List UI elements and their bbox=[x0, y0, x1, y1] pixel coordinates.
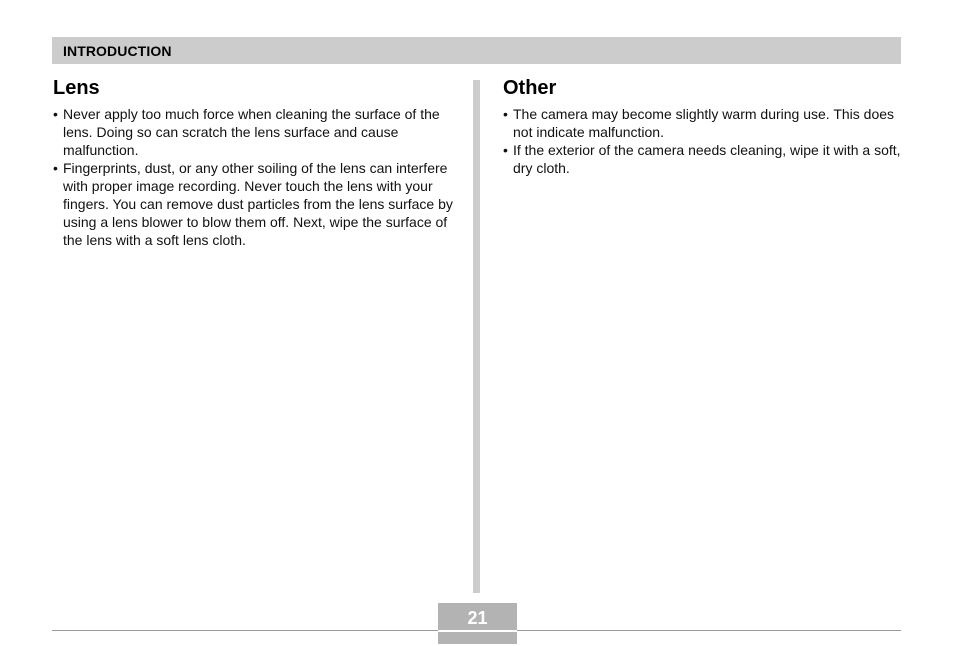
other-section bbox=[503, 77, 903, 177]
page-number: 21 bbox=[467, 608, 488, 628]
other-heading: Other bbox=[503, 77, 557, 99]
other-bullet-text: The camera may become slightly warm during use. This does not indicate malfunction. bbox=[513, 106, 895, 140]
page-number-divider bbox=[438, 630, 517, 632]
other-bullet-list bbox=[503, 105, 903, 177]
other-bullet-item bbox=[503, 141, 903, 177]
section-header-label: INTRODUCTION bbox=[63, 43, 172, 59]
bullet-icon: • bbox=[53, 106, 58, 122]
bullet-icon: • bbox=[503, 106, 508, 122]
lens-bullet-item bbox=[53, 159, 458, 249]
other-bullet-item bbox=[503, 105, 903, 141]
column-divider bbox=[473, 80, 480, 593]
section-header-band bbox=[52, 37, 901, 64]
bullet-icon: • bbox=[503, 142, 508, 158]
bullet-icon: • bbox=[53, 160, 58, 176]
lens-bullet-item bbox=[53, 105, 458, 159]
lens-section bbox=[53, 77, 458, 249]
lens-bullet-text: Fingerprints, dust, or any other soiling of the lens can interfere with proper image recording. Never touch the lens with your fingers. You can remove dust particles from the lens surface by using a lens blower to blow them off. Next, wipe the surface of the lens with a soft lens cloth. bbox=[63, 160, 453, 248]
page-number-box bbox=[438, 603, 517, 644]
lens-bullet-list bbox=[53, 105, 458, 249]
lens-heading: Lens bbox=[53, 77, 100, 99]
lens-bullet-text: Never apply too much force when cleaning the surface of the lens. Doing so can scratch the lens surface and cause malfunction. bbox=[63, 106, 440, 158]
other-bullet-text: If the exterior of the camera needs cleaning, wipe it with a soft, dry cloth. bbox=[513, 142, 901, 176]
